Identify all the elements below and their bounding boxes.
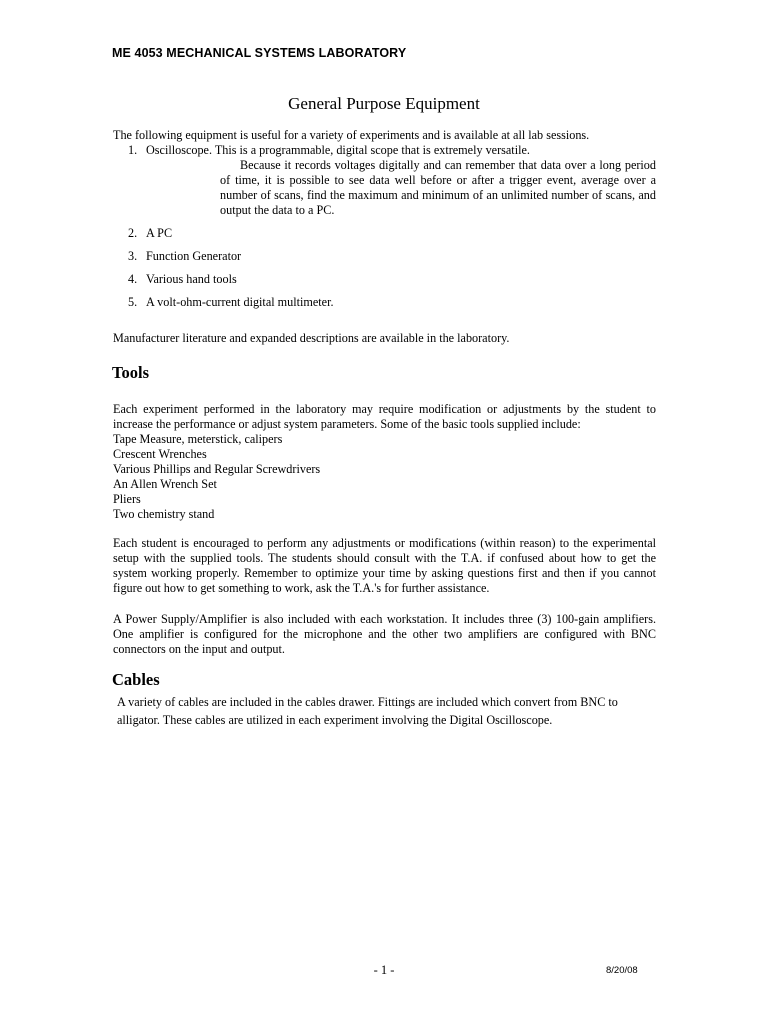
list-number: 4. bbox=[128, 272, 138, 286]
cables-paragraph: A variety of cables are included in the cables drawer. Fittings are included which convert from BNC to alligator. These cables are utilized in each experiment involving the Digital Oscilloscope. bbox=[117, 695, 618, 727]
student-paragraph: Each student is encouraged to perform any adjustments or modifications (within reason) to the experimental setup with the supplied tools. The students should consult with the T.A. if confused about how to get the system working properly. Remember to optimize your time by asking questions first and then if you cannot figure out how to get something to work, ask the T.A.'s for further assistance. bbox=[113, 536, 656, 595]
equipment-item-oscilloscope bbox=[113, 143, 656, 218]
power-supply-paragraph: A Power Supply/Amplifier is also included with each workstation. It includes three (3) 100-gain amplifiers. One amplifier is configured for the microphone and the other two amplifiers are configured with BNC connectors on the input and output. bbox=[113, 612, 656, 656]
equipment-label: A volt-ohm-current digital multimeter. bbox=[146, 295, 334, 309]
equipment-item-multimeter bbox=[113, 295, 656, 310]
equipment-label: Function Generator bbox=[146, 249, 242, 263]
intro-paragraph: The following equipment is useful for a variety of experiments and is available at all lab sessions. bbox=[113, 128, 590, 142]
page-number: - 1 - bbox=[373, 963, 395, 977]
manufacturer-note: Manufacturer literature and expanded descriptions are available in the laboratory. bbox=[113, 331, 510, 345]
course-header: ME 4053 MECHANICAL SYSTEMS LABORATORY bbox=[112, 46, 407, 60]
oscilloscope-description: Because it records voltages digitally and can remember that data over a long period of time, it is possible to see data well before or after a trigger event, average over a number of scans, find the maximum and minimum of an unlimited number of scans, and output the data to a PC. bbox=[220, 158, 656, 217]
tools-list bbox=[113, 432, 320, 522]
tools-heading: Tools bbox=[112, 363, 149, 382]
list-number: 5. bbox=[128, 295, 138, 309]
equipment-label: A PC bbox=[146, 226, 173, 240]
footer-date: 8/20/08 bbox=[606, 965, 638, 976]
tools-paragraph: Each experiment performed in the laboratory may require modification or adjustments by the student to increase the performance or adjust system parameters. Some of the basic tools supplied include: bbox=[113, 402, 656, 431]
list-item: Crescent Wrenches bbox=[113, 447, 207, 461]
equipment-item-hand-tools bbox=[113, 272, 656, 287]
list-item: Two chemistry stand bbox=[113, 507, 215, 521]
list-number: 3. bbox=[128, 249, 138, 263]
equipment-item-function-generator bbox=[113, 249, 656, 264]
page-title: General Purpose Equipment bbox=[288, 94, 480, 113]
list-number: 1. bbox=[128, 143, 138, 157]
list-item: Various Phillips and Regular Screwdrivers bbox=[113, 462, 321, 476]
list-item: Tape Measure, meterstick, calipers bbox=[113, 432, 283, 446]
equipment-label: Various hand tools bbox=[146, 272, 237, 286]
list-item: Pliers bbox=[113, 492, 141, 506]
list-item: An Allen Wrench Set bbox=[113, 477, 217, 491]
equipment-item-pc bbox=[113, 226, 656, 241]
cables-heading: Cables bbox=[112, 670, 160, 689]
equipment-label: Oscilloscope. This is a programmable, digital scope that is extremely versatile. bbox=[146, 143, 530, 157]
list-number: 2. bbox=[128, 226, 138, 240]
equipment-list bbox=[113, 143, 656, 318]
